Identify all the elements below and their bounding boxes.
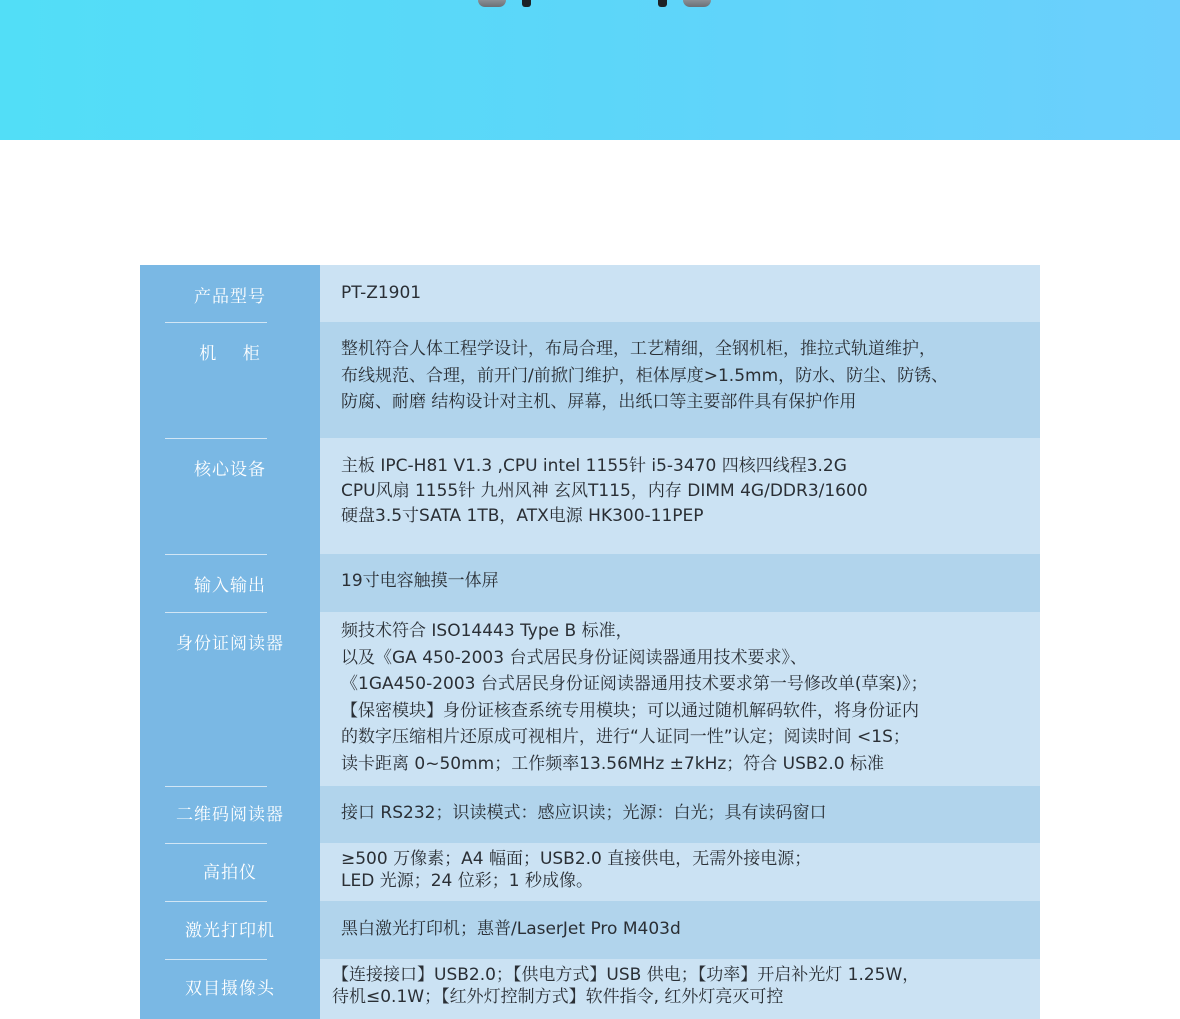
row-divider <box>165 901 267 902</box>
spec-label-cell <box>140 612 320 786</box>
spec-row-io <box>140 554 1040 612</box>
spec-label-cell <box>140 786 320 843</box>
spec-row-id-reader <box>140 612 1040 786</box>
spec-label: 身份证阅读器 <box>176 634 284 654</box>
spec-label-cell <box>140 901 320 959</box>
spec-value-cell <box>320 612 1040 786</box>
spec-value-line: 频技术符合 ISO14443 Type B 标准， <box>341 621 633 641</box>
spec-value-cell <box>320 554 1040 612</box>
spec-label-cell <box>140 554 320 612</box>
spec-row-laser-printer <box>140 901 1040 959</box>
spec-label-cell <box>140 438 320 554</box>
row-divider <box>165 554 267 555</box>
spec-value-cell <box>320 843 1040 901</box>
row-divider <box>165 322 267 323</box>
spec-label-cell <box>140 959 320 1019</box>
spec-row-qr-reader <box>140 786 1040 843</box>
spec-label: 核心设备 <box>194 460 266 480</box>
spec-label: 激光打印机 <box>185 921 275 941</box>
spec-label: 产品型号 <box>194 287 266 307</box>
row-divider <box>165 843 267 844</box>
spec-value-line: 以及《GA 450-2003 台式居民身份证阅读器通用技术要求》、 <box>341 647 807 668</box>
spec-row-binocular-camera <box>140 959 1040 1019</box>
spec-value-cell <box>320 438 1040 554</box>
spec-value-line: ≥500 万像素；A4 幅面；USB2.0 直接供电，无需外接电源； <box>341 849 812 869</box>
spec-label-cell <box>140 843 320 901</box>
spec-value-cell <box>320 901 1040 959</box>
spec-label: 机 柜 <box>199 344 261 364</box>
spec-value-line: 【保密模块】身份证核查系统专用模块；可以通过随机解码软件，将身份证内 <box>341 700 919 721</box>
spec-row-core-equipment <box>140 438 1040 554</box>
spec-value-line: 读卡距离 0~50mm；工作频率13.56MHz ±7kHz；符合 USB2.0 标准 <box>341 753 885 774</box>
spec-label: 双目摄像头 <box>185 979 275 999</box>
product-banner <box>0 0 1180 140</box>
row-divider <box>165 612 267 613</box>
spec-value-cell <box>320 959 1040 1019</box>
spec-value-line: 布线规范、合理，前开门/前掀门维护，柜体厚度>1.5mm，防水、防尘、防锈、 <box>341 365 949 386</box>
spec-value-cell <box>320 322 1040 438</box>
spec-row-model <box>140 265 1040 322</box>
spec-value-line: 硬盘3.5寸SATA 1TB，ATX电源 HK300-11PEP <box>341 506 704 526</box>
spec-value-cell <box>320 786 1040 843</box>
spec-row-cabinet <box>140 322 1040 438</box>
spec-value-line: CPU风扇 1155针 九州风神 玄风T115，内存 DIMM 4G/DDR3/1600 <box>341 481 868 501</box>
row-divider <box>165 438 267 439</box>
spec-label: 二维码阅读器 <box>176 805 284 825</box>
spec-value-line: PT-Z1901 <box>341 283 422 303</box>
device-stub-right-image <box>658 0 667 7</box>
spec-value-line: 接口 RS232；识读模式：感应识读；光源：白光；具有读码窗口 <box>341 803 827 823</box>
spec-value-line: 【连接接口】USB2.0；【供电方式】USB 供电；【功率】开启补光灯 1.25W， <box>332 965 920 985</box>
spec-label: 高拍仪 <box>203 863 257 883</box>
spec-value-line: 《1GA450-2003 台式居民身份证阅读器通用技术要求第一号修改单(草案)》； <box>341 674 928 694</box>
spec-value-line: 19寸电容触摸一体屏 <box>341 571 499 591</box>
row-divider <box>165 959 267 960</box>
spec-value-line: 主板 IPC-H81 V1.3 ,CPU intel 1155针 i5-3470 四核四线程3.2G <box>341 456 847 476</box>
spec-value-line: 防腐、耐磨 结构设计对主机、屏幕，出纸口等主要部件具有保护作用 <box>341 392 857 412</box>
spec-value-line: 黑白激光打印机；惠普/LaserJet Pro M403d <box>341 919 681 939</box>
spec-value-line: LED 光源；24 位彩；1 秒成像。 <box>341 871 593 891</box>
device-stub-left-image <box>522 0 531 7</box>
spec-value-line: 待机≤0.1W；【红外灯控制方式】软件指令, 红外灯亮灭可控 <box>332 987 784 1007</box>
spec-value-cell <box>320 265 1040 322</box>
spec-label-cell <box>140 322 320 438</box>
spec-row-document-camera <box>140 843 1040 901</box>
spec-label-cell <box>140 265 320 322</box>
spec-value-line: 的数字压缩相片还原成可视相片，进行“人证同一性”认定；阅读时间 <1S； <box>341 727 910 747</box>
row-divider <box>165 786 267 787</box>
device-foot-left-image <box>478 0 506 7</box>
spec-value-line: 整机符合人体工程学设计，布局合理，工艺精细，全钢机柜，推拉式轨道维护， <box>341 339 936 359</box>
spec-label: 输入输出 <box>194 576 266 596</box>
device-foot-right-image <box>683 0 711 7</box>
